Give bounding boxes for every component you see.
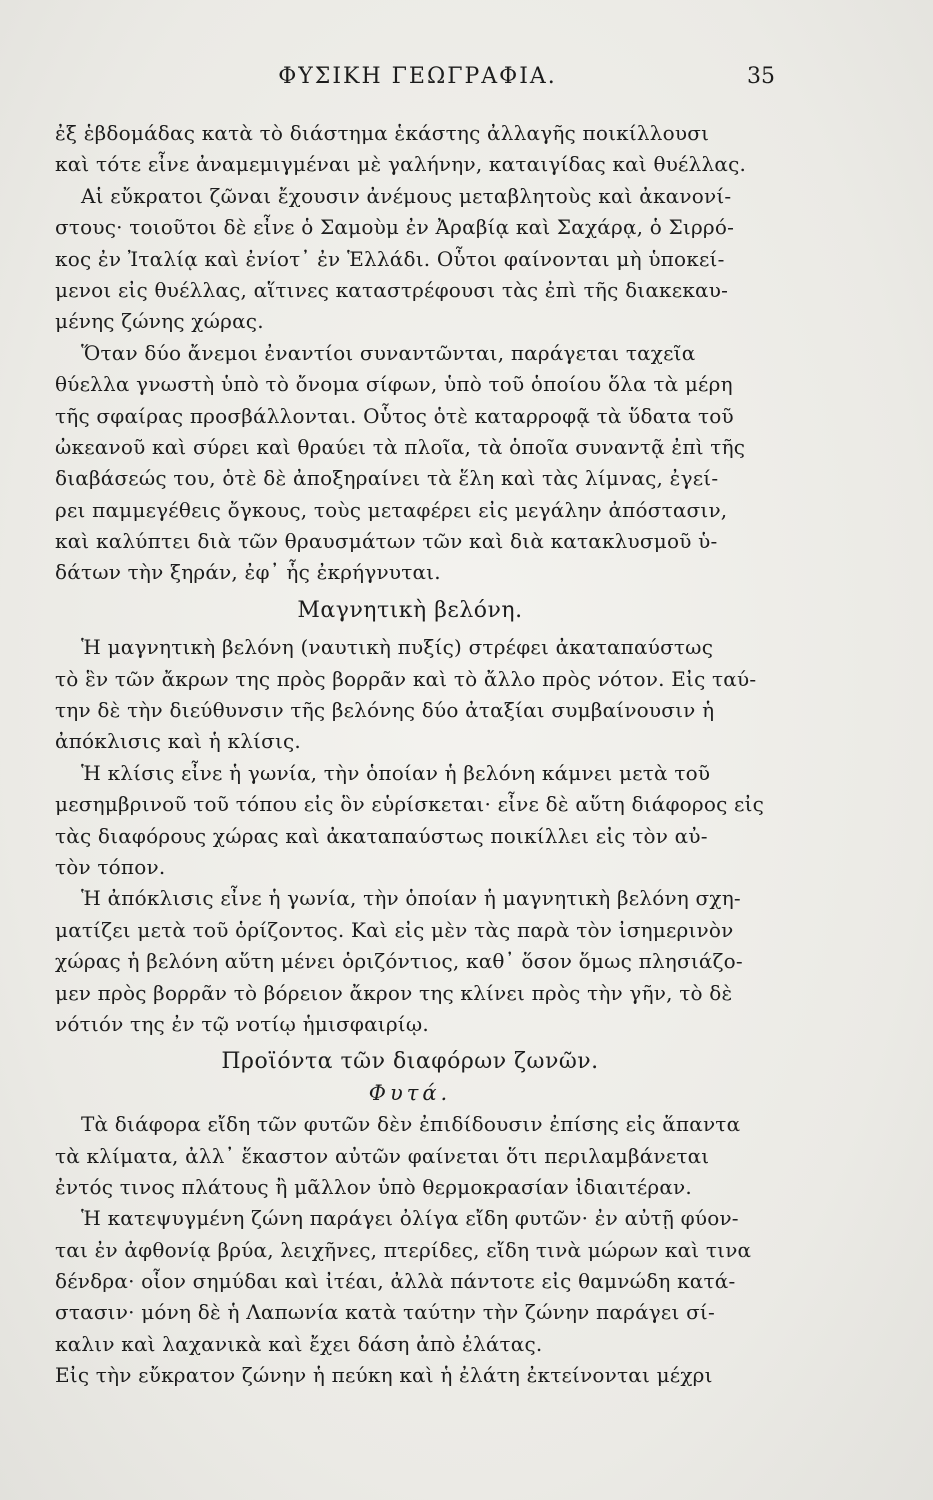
section-heading-magnetic-needle: Μαγνητικὴ βελόνη. [297, 597, 523, 623]
text-line: Τὰ διάφορα εἴδη τῶν φυτῶν δὲν ἐπιδίδουσιν ἐπίσης εἰς ἅπαντα [81, 1112, 741, 1137]
text-line: ται ἐν ἀφθονίᾳ βρύα, λειχῆνες, πτερίδες, εἴδη τινὰ μώρων καὶ τινα [55, 1237, 752, 1262]
text-line: τὸν τόπον. [55, 854, 166, 879]
body-text [55, 118, 765, 1392]
text-line: ἐξ ἑβδομάδας κατὰ τὸ διάστημα ἑκάστης ἀλλαγῆς ποικίλλουσι [55, 121, 710, 145]
text-line: στασιν· μόνη δὲ ἡ Λαπωνία κατὰ ταύτην τὴν ζώνην παράγει σί- [55, 1300, 715, 1325]
text-line: Αἱ εὔκρατοι ζῶναι ἔχουσιν ἀνέμους μεταβλητοὺς καὶ ἀκανονί- [81, 183, 732, 208]
subsection-heading-plants: Φυτά. [368, 1080, 452, 1105]
running-head [60, 64, 775, 98]
text-line: Ἡ κλίσις εἶνε ἡ γωνία, τὴν ὁποίαν ἡ βελόνη κάμνει μετὰ τοῦ [81, 760, 711, 785]
page-number: 35 [747, 64, 775, 89]
text-line: διαβάσεώς του, ὁτὲ δὲ ἀποξηραίνει τὰ ἕλη καὶ τὰς λίμνας, ἐγεί- [55, 466, 719, 491]
text-line: μεσημβρινοῦ τοῦ τόπου εἰς ὃν εὑρίσκεται· εἶνε δὲ αὕτη διάφορος εἰς [55, 792, 765, 817]
text-line: Εἰς τὴν εὔκρατον ζώνην ἡ πεύκη καὶ ἡ ἐλάτη ἐκτείνονται μέχρι [55, 1363, 713, 1388]
text-line: μενοι εἰς θυέλλας, αἵτινες καταστρέφουσι τὰς ἐπὶ τῆς διακεκαυ- [55, 277, 729, 302]
text-line: ἐντός τινος πλάτους ἢ μᾶλλον ὑπὸ θερμοκρασίαν ἰδιαιτέραν. [55, 1174, 692, 1199]
text-line: Ἡ μαγνητικὴ βελόνη (ναυτικὴ πυξίς) στρέφει ἀκαταπαύστως [81, 635, 714, 660]
text-line: Ἡ ἀπόκλισις εἶνε ἡ γωνία, τὴν ὁποίαν ἡ μαγνητικὴ βελόνη σχη- [81, 886, 741, 911]
text-line: μένης ζώνης χώρας. [55, 309, 264, 334]
text-line: στους· τοιοῦτοι δὲ εἶνε ὁ Σαμοὺμ ἐν Ἀραβίᾳ καὶ Σαχάρᾳ, ὁ Σιρρό- [55, 215, 735, 240]
text-line: καὶ καλύπτει διὰ τῶν θραυσμάτων τῶν καὶ διὰ κατακλυσμοῦ ὑ- [55, 529, 718, 554]
text-line: τὰ κλίματα, ἀλλ᾽ ἕκαστον αὐτῶν φαίνεται ὅτι περιλαμβάνεται [55, 1143, 710, 1168]
running-title: ΦΥΣΙΚΗ ΓΕΩΓΡΑΦΙΑ. [278, 64, 557, 89]
text-line: Ἡ κατεψυγμένη ζώνη παράγει ὀλίγα εἴδη φυτῶν· ἐν αὐτῇ φύον- [81, 1206, 739, 1231]
text-line: ματίζει μετὰ τοῦ ὁρίζοντος. Καὶ εἰς μὲν τὰς παρὰ τὸν ἰσημερινὸν [55, 917, 734, 942]
text-line: χώρας ἡ βελόνη αὕτη μένει ὁριζόντιος, καθ᾽ ὅσον ὅμως πλησιάζο- [55, 949, 743, 974]
text-line: ρει παμμεγέθεις ὄγκους, τοὺς μεταφέρει εἰς μεγάλην ἀπόστασιν, [55, 497, 728, 522]
text-line: τὰς διαφόρους χώρας καὶ ἀκαταπαύστως ποικίλλει εἰς τὸν αὐ- [55, 823, 708, 848]
text-line: ἀπόκλισις καὶ ἡ κλίσις. [55, 729, 301, 754]
text-line: καλιν καὶ λαχανικὰ καὶ ἔχει δάση ἀπὸ ἐλάτας. [55, 1331, 543, 1356]
text-line: τῆς σφαίρας προσβάλλονται. Οὗτος ὁτὲ καταρροφᾷ τὰ ὕδατα τοῦ [55, 403, 734, 428]
text-line: Ὅταν δύο ἄνεμοι ἐναντίοι συναντῶνται, παράγεται ταχεῖα [81, 340, 696, 365]
text-line: μεν πρὸς βορρᾶν τὸ βόρειον ἄκρον της κλίνει πρὸς τὴν γῆν, τὸ δὲ [55, 980, 733, 1005]
text-line: καὶ τότε εἶνε ἀναμεμιγμέναι μὲ γαλήνην, καταιγίδας καὶ θυέλλας. [55, 152, 747, 177]
text-line: την δὲ τὴν διεύθυνσιν τῆς βελόνης δύο ἀταξίαι συμβαίνουσιν ἡ [55, 698, 715, 723]
text-line: δάτων τὴν ξηράν, ἐφ᾽ ἧς ἐκρήγνυται. [55, 560, 441, 585]
text-line: νότιόν της ἐν τῷ νοτίῳ ἡμισφαιρίῳ. [55, 1011, 429, 1036]
text-line: θύελλα γνωστὴ ὑπὸ τὸ ὄνομα σίφων, ὑπὸ τοῦ ὁποίου ὅλα τὰ μέρη [55, 372, 733, 397]
text-line: δένδρα· οἷον σημύδαι καὶ ἰτέαι, ἀλλὰ πάντοτε εἰς θαμνώδη κατά- [55, 1269, 736, 1294]
text-line: τὸ ἓν τῶν ἄκρων της πρὸς βορρᾶν καὶ τὸ ἄλλο πρὸς νότον. Εἰς ταύ- [55, 666, 757, 691]
text-line: κος ἐν Ἰταλίᾳ καὶ ἐνίοτ᾽ ἐν Ἑλλάδι. Οὗτοι φαίνονται μὴ ὑποκεί- [55, 246, 725, 271]
text-line: ὠκεανοῦ καὶ σύρει καὶ θραύει τὰ πλοῖα, τὰ ὁποῖα συναντᾷ ἐπὶ τῆς [55, 434, 746, 459]
section-heading-zone-products: Προϊόντα τῶν διαφόρων ζωνῶν. [221, 1049, 599, 1075]
